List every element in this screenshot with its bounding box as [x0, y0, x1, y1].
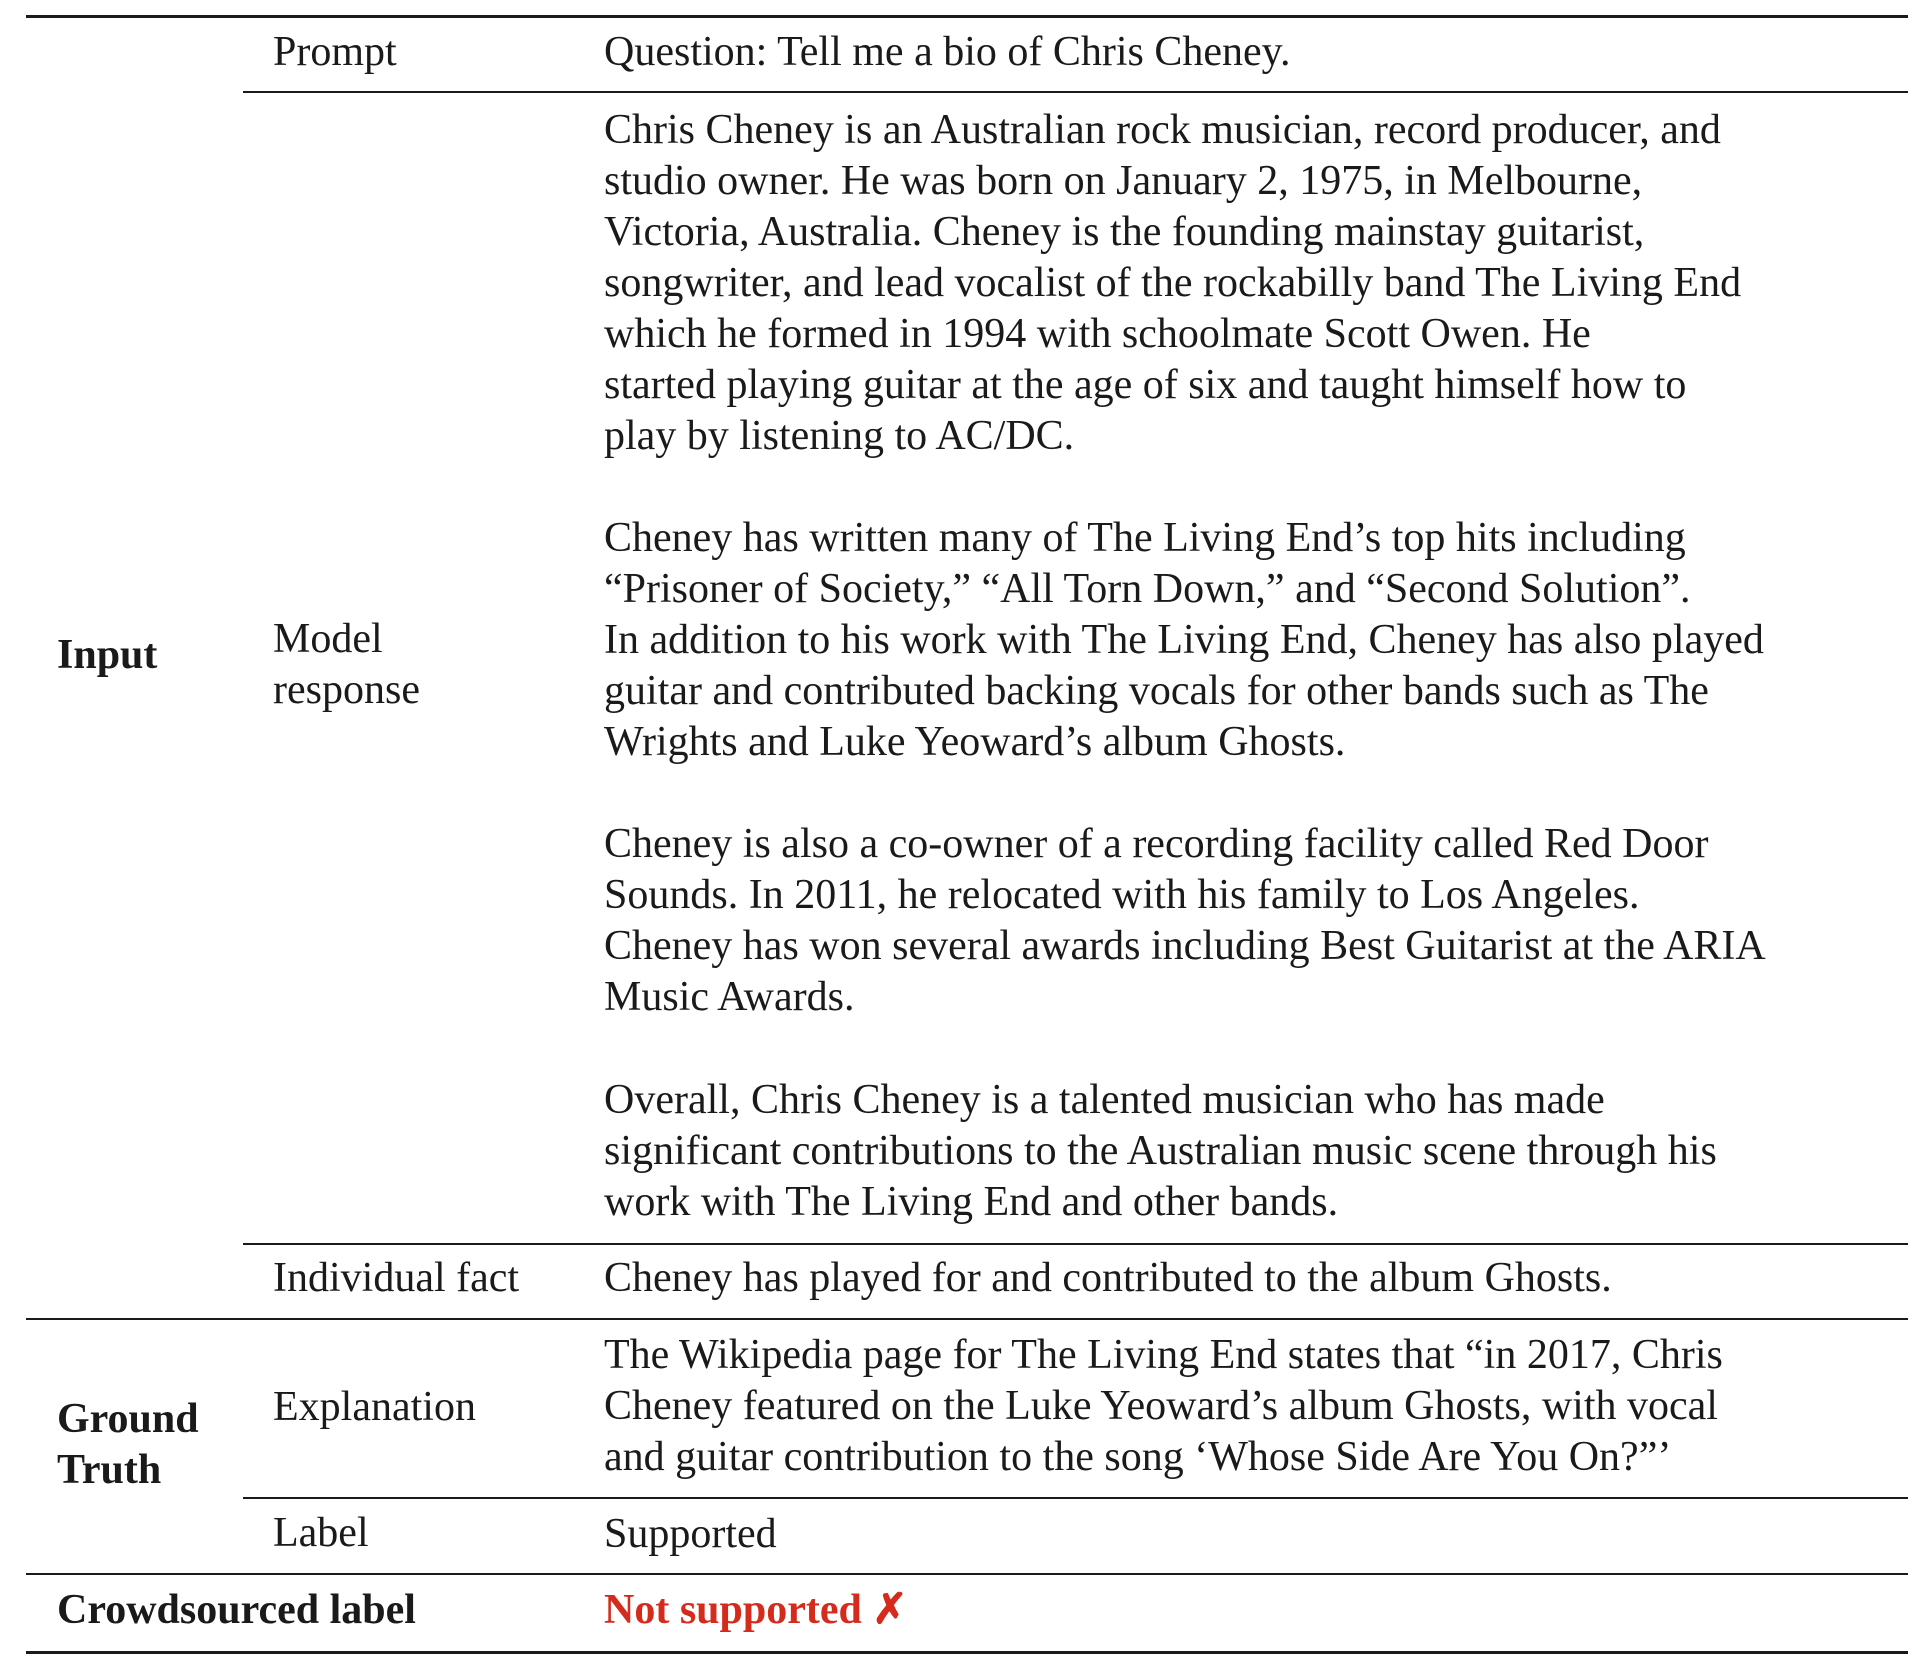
- response-line: “Prisoner of Society,” “All Torn Down,” and “Second Solution”.: [604, 566, 1691, 612]
- response-line: In addition to his work with The Living End, Cheney has also played: [604, 617, 1764, 663]
- response-line: Music Awards.: [604, 974, 855, 1020]
- section-crowdsourced-label: Crowdsourced label: [57, 1587, 416, 1633]
- response-line: Cheney has written many of The Living End’s top hits including: [604, 515, 1686, 561]
- section-ground-truth: [57, 1394, 199, 1496]
- explanation-line: and guitar contribution to the song ‘Whose Side Are You On?”’: [604, 1434, 1672, 1480]
- response-line: Chris Cheney is an Australian rock musician, record producer, and: [604, 107, 1721, 153]
- response-line: guitar and contributed backing vocals for other bands such as The: [604, 668, 1709, 714]
- crowdsourced-label-value: Not supported ✗: [604, 1587, 908, 1633]
- explanation-line: Cheney featured on the Luke Yeoward’s album Ghosts, with vocal: [604, 1383, 1718, 1429]
- explanation-line: The Wikipedia page for The Living End states that “in 2017, Chris: [604, 1332, 1723, 1378]
- response-line: studio owner. He was born on January 2, 1975, in Melbourne,: [604, 158, 1643, 204]
- response-line: Victoria, Australia. Cheney is the founding mainstay guitarist,: [604, 209, 1645, 255]
- response-line: work with The Living End and other bands.: [604, 1179, 1339, 1225]
- ground-truth-label-value: Supported: [604, 1511, 777, 1557]
- prompt-bottom-rule: [243, 91, 1908, 93]
- row-label-model-response-line1: Model: [273, 616, 383, 662]
- response-line: songwriter, and lead vocalist of the rockabilly band The Living End: [604, 260, 1742, 306]
- response-line: Overall, Chris Cheney is a talented musician who has made: [604, 1077, 1605, 1123]
- model-response-paragraph-4: [604, 1075, 1717, 1228]
- input-section-bottom-rule: [26, 1318, 1908, 1320]
- row-label-label: Label: [273, 1510, 369, 1556]
- model-response-paragraph-2: [604, 513, 1764, 768]
- response-line: Cheney has won several awards including Best Guitarist at the ARIA: [604, 923, 1766, 969]
- row-label-individual-fact: Individual fact: [273, 1255, 520, 1301]
- section-input: Input: [57, 632, 158, 678]
- row-label-model-response: [273, 614, 420, 716]
- section-ground-truth-line2: Truth: [57, 1447, 162, 1493]
- explanation-bottom-rule: [243, 1497, 1908, 1499]
- section-ground-truth-line1: Ground: [57, 1396, 199, 1442]
- prompt-text: Question: Tell me a bio of Chris Cheney.: [604, 29, 1291, 75]
- individual-fact-text: Cheney has played for and contributed to the album Ghosts.: [604, 1255, 1612, 1301]
- model-response-bottom-rule: [243, 1243, 1908, 1245]
- response-line: Cheney is also a co-owner of a recording facility called Red Door: [604, 821, 1709, 867]
- row-label-prompt: Prompt: [273, 29, 397, 75]
- response-line: significant contributions to the Australian music scene through his: [604, 1128, 1717, 1174]
- response-line: Sounds. In 2011, he relocated with his family to Los Angeles.: [604, 872, 1640, 918]
- model-response-paragraph-1: [604, 105, 1741, 462]
- response-line: play by listening to AC/DC.: [604, 413, 1075, 459]
- response-line: Wrights and Luke Yeoward’s album Ghosts.: [604, 719, 1346, 765]
- table-bottom-rule: [26, 1651, 1908, 1654]
- model-response-paragraph-3: [604, 819, 1766, 1023]
- response-line: which he formed in 1994 with schoolmate Scott Owen. He: [604, 311, 1591, 357]
- ground-truth-bottom-rule: [26, 1573, 1908, 1575]
- table-top-rule: [26, 15, 1908, 18]
- response-line: started playing guitar at the age of six and taught himself how to: [604, 362, 1687, 408]
- row-label-model-response-line2: response: [273, 667, 420, 713]
- row-label-explanation: Explanation: [273, 1384, 476, 1430]
- explanation-text: [604, 1330, 1723, 1483]
